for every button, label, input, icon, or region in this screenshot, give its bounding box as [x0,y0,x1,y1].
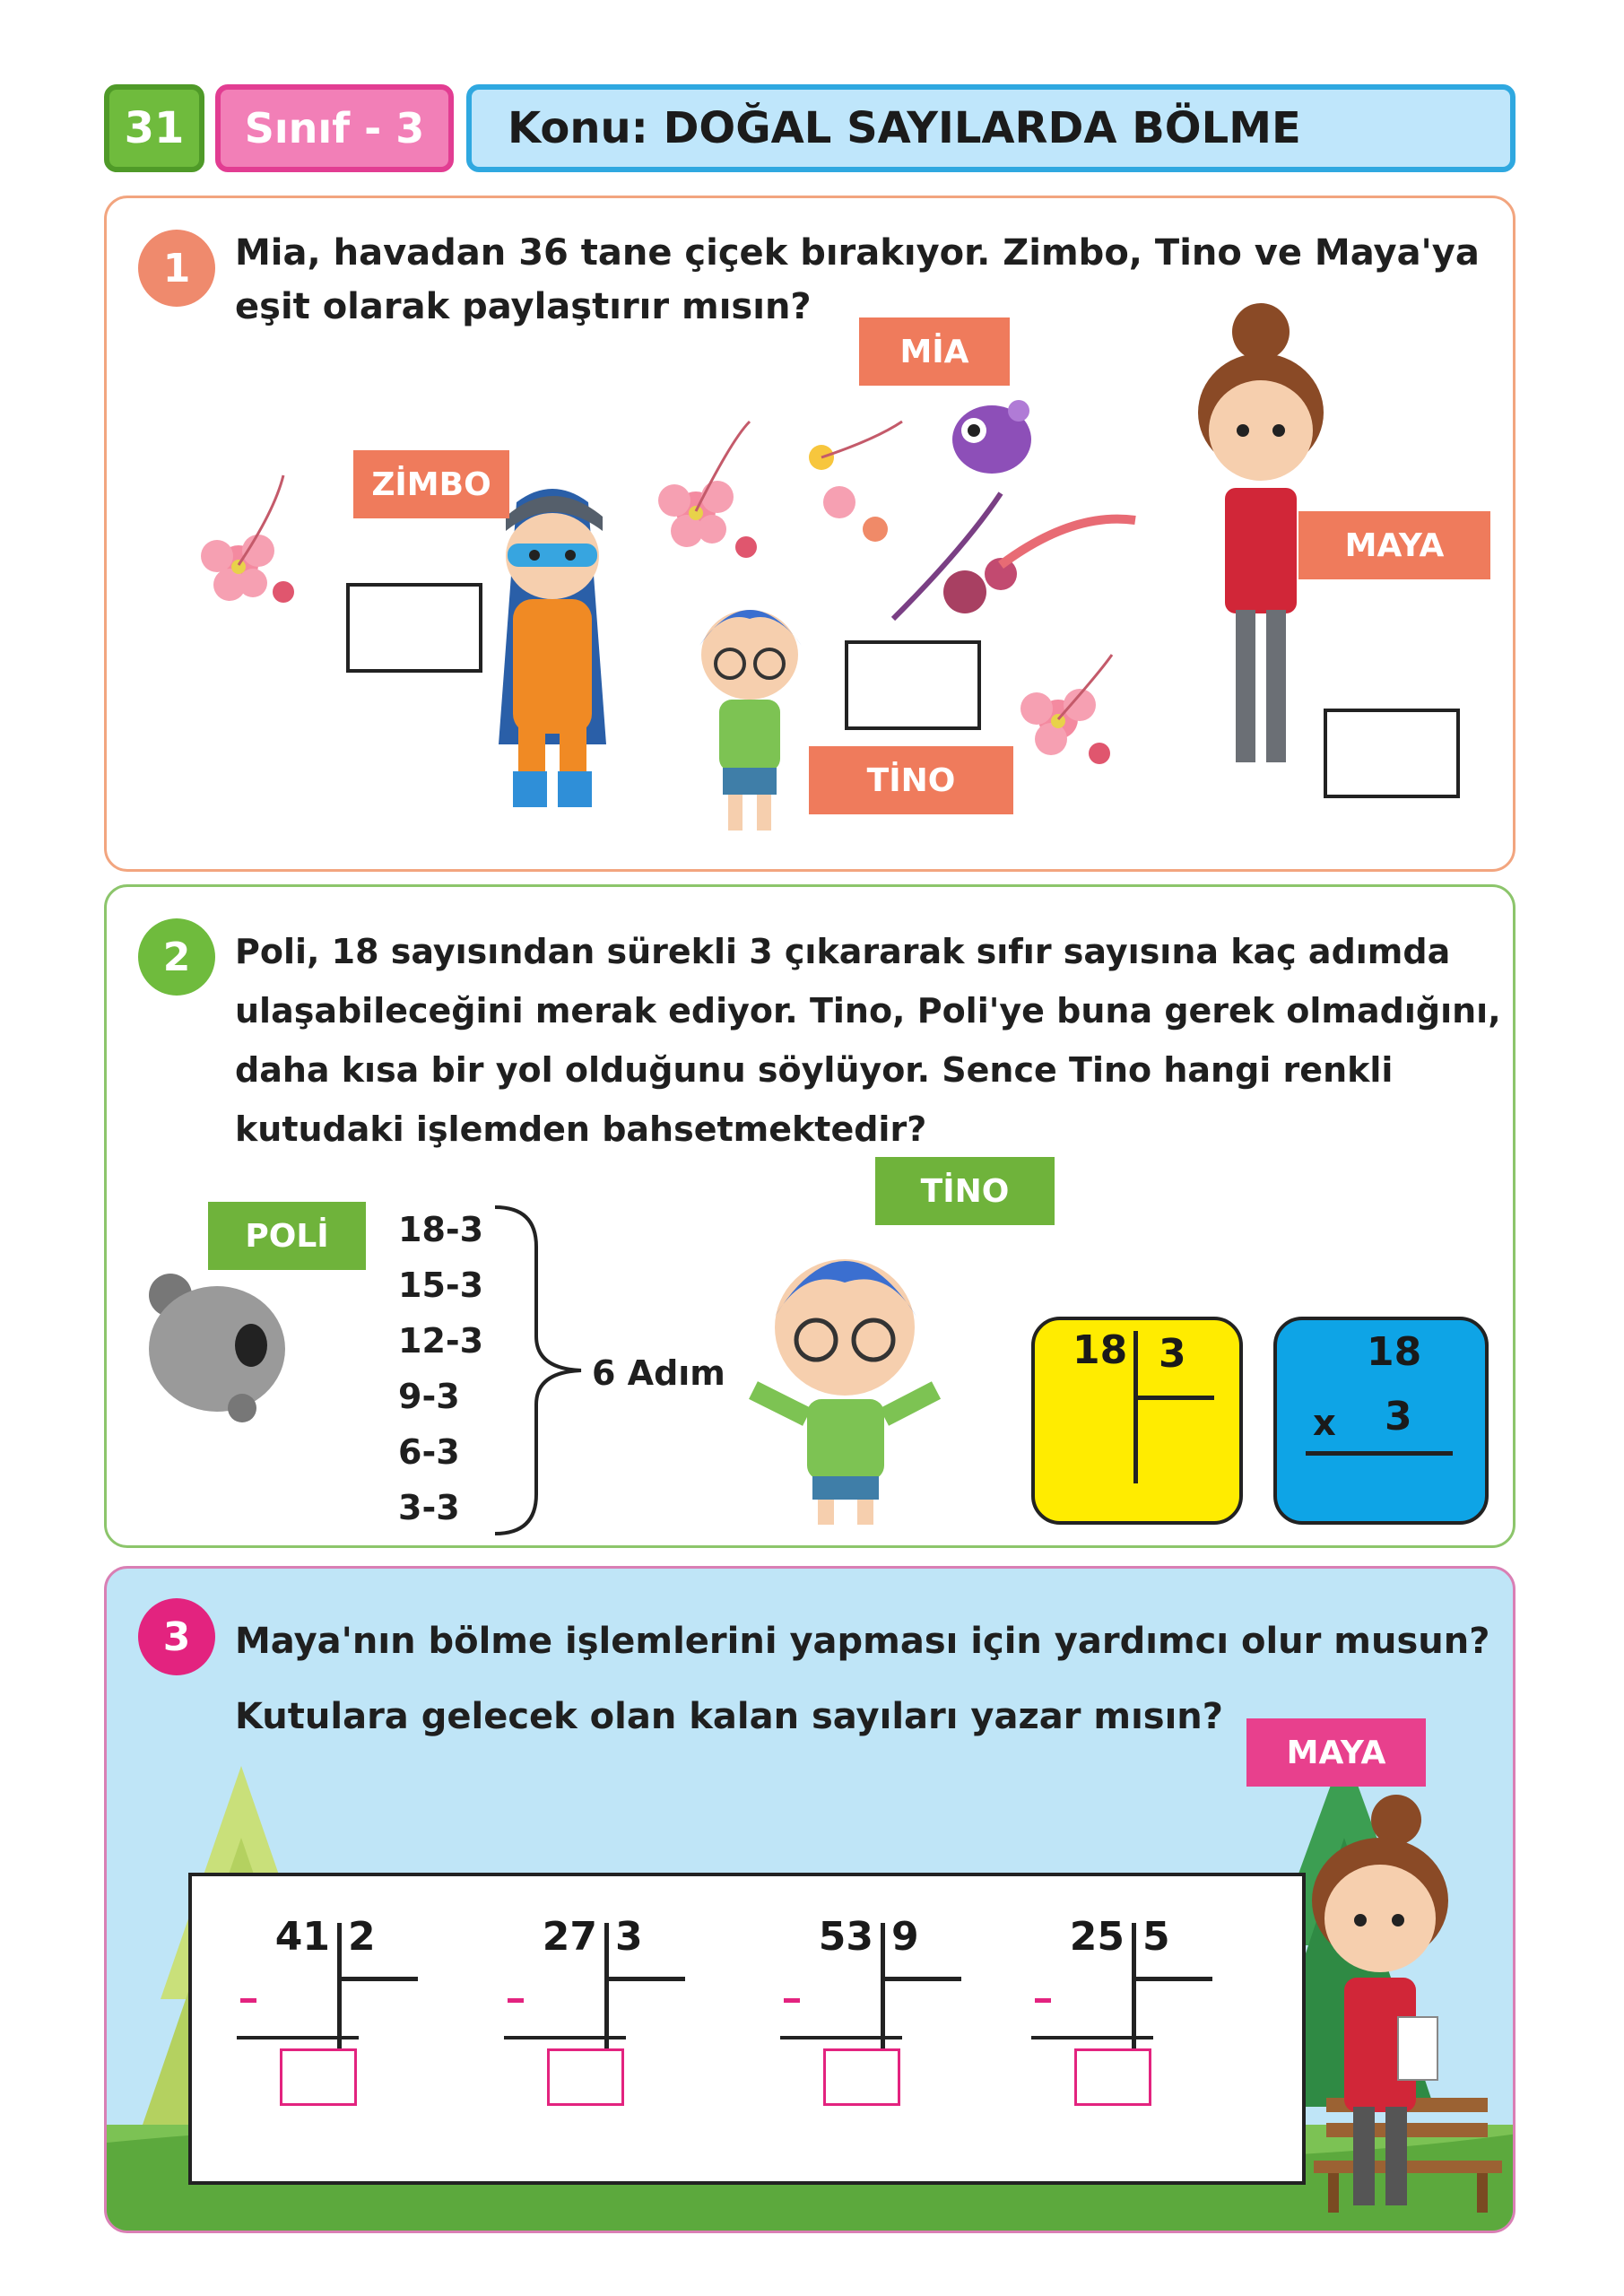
zimbo-character-icon [499,489,606,807]
dividend: 53 [818,1914,873,1960]
step-item: 18-3 [398,1210,484,1249]
blue-box-operator: x [1313,1403,1336,1444]
ribbon-poli: POLİ [208,1202,366,1270]
question-2-line-4: kutudaki işlemden bahsetmektedir? [235,1109,927,1149]
ribbon-tino-2: TİNO [875,1157,1055,1225]
ribbon-maya: MAYA [1298,511,1490,579]
division-problem-1 [237,1914,452,2102]
blue-box-top-number: 18 [1367,1329,1422,1375]
division-problem-2 [504,1914,719,2102]
flower-icon [893,493,1135,619]
tino-character-icon [699,610,802,831]
question-1-number: 1 [138,230,215,307]
yellow-box-hline [1133,1396,1214,1400]
dividend: 25 [1069,1914,1125,1960]
flower-icon [658,422,757,558]
minus-sign [240,1998,256,2003]
division-hline [1132,1977,1212,1981]
grade-badge [215,84,454,172]
maya-answer-box[interactable] [1324,709,1460,798]
minus-sign [784,1998,800,2003]
division-problem-3 [780,1914,995,2102]
question-3-number: 3 [138,1598,215,1675]
question-2-line-3: daha kısa bir yol olduğunu söylüyor. Sence Tino hangi renkli [235,1050,1394,1090]
grade-label: Sınıf - 3 [244,104,425,152]
step-item: 15-3 [398,1265,484,1305]
step-item: 12-3 [398,1321,484,1361]
zimbo-answer-box[interactable] [346,583,482,673]
flower-icon [201,475,294,603]
minus-sign [508,1998,524,2003]
flower-icon [809,422,902,542]
blue-box-bottom-number: 3 [1385,1394,1412,1439]
question-3-line-2: Kutulara gelecek olan kalan sayıları yazar mısın? [235,1696,1223,1737]
topic-title: Konu: DOĞAL SAYILARDA BÖLME [508,103,1301,153]
yellow-box-vline [1133,1331,1138,1483]
dividend: 27 [542,1914,597,1960]
remainder-box[interactable] [1074,2048,1151,2106]
poli-character-icon [135,1256,296,1435]
steps-total: 6 Adım [592,1353,725,1393]
yellow-box-divisor: 3 [1159,1331,1186,1377]
division-problem-4 [1031,1914,1246,2102]
remainder-box[interactable] [280,2048,357,2106]
subtraction-line [237,2036,359,2039]
division-hline [604,1977,685,1981]
dividend: 41 [274,1914,330,1960]
remainder-box[interactable] [823,2048,900,2106]
question-2-line-2: ulaşabileceğini merak ediyor. Tino, Poli'ye buna gerek olmadığını, [235,991,1501,1031]
flower-icon [1020,655,1112,764]
divisor: 9 [891,1914,919,1960]
divisor: 3 [615,1914,643,1960]
question-2-number: 2 [138,918,215,996]
ribbon-maya-2: MAYA [1246,1718,1426,1787]
question-3-line-1: Maya'nın bölme işlemlerini yapması için yardımcı olur musun? [235,1621,1490,1662]
page-number: 31 [124,103,185,153]
question-1-line-1: Mia, havadan 36 tane çiçek bırakıyor. Zimbo, Tino ve Maya'ya [235,232,1480,274]
yellow-box-dividend: 18 [1073,1327,1128,1373]
minus-sign [1035,1998,1051,2003]
topic-banner [466,84,1515,172]
blue-box-underline [1306,1451,1453,1456]
question-1-line-2: eşit olarak paylaştırır mısın? [235,286,812,327]
subtraction-line [1031,2036,1153,2039]
question-2-text [235,922,1508,1159]
step-item: 9-3 [398,1377,460,1416]
subtraction-line [780,2036,902,2039]
step-item: 3-3 [398,1488,460,1527]
ribbon-tino: TİNO [809,746,1013,814]
mia-character-icon [952,400,1031,474]
curly-brace [491,1202,590,1539]
division-hline [337,1977,418,1981]
divisor: 5 [1142,1914,1170,1960]
subtraction-steps [398,1202,483,1535]
ribbon-mia: MİA [859,317,1010,386]
divisor: 2 [348,1914,376,1960]
tino-answer-box[interactable] [845,640,981,730]
ribbon-zimbo: ZİMBO [353,450,509,518]
remainder-box[interactable] [547,2048,624,2106]
subtraction-line [504,2036,626,2039]
division-hline [881,1977,961,1981]
question-2-line-1: Poli, 18 sayısından sürekli 3 çıkararak sıfır sayısına kaç adımda [235,932,1451,971]
tino-character-icon-2 [726,1211,968,1525]
page-number-badge [104,84,204,172]
step-item: 6-3 [398,1432,460,1472]
